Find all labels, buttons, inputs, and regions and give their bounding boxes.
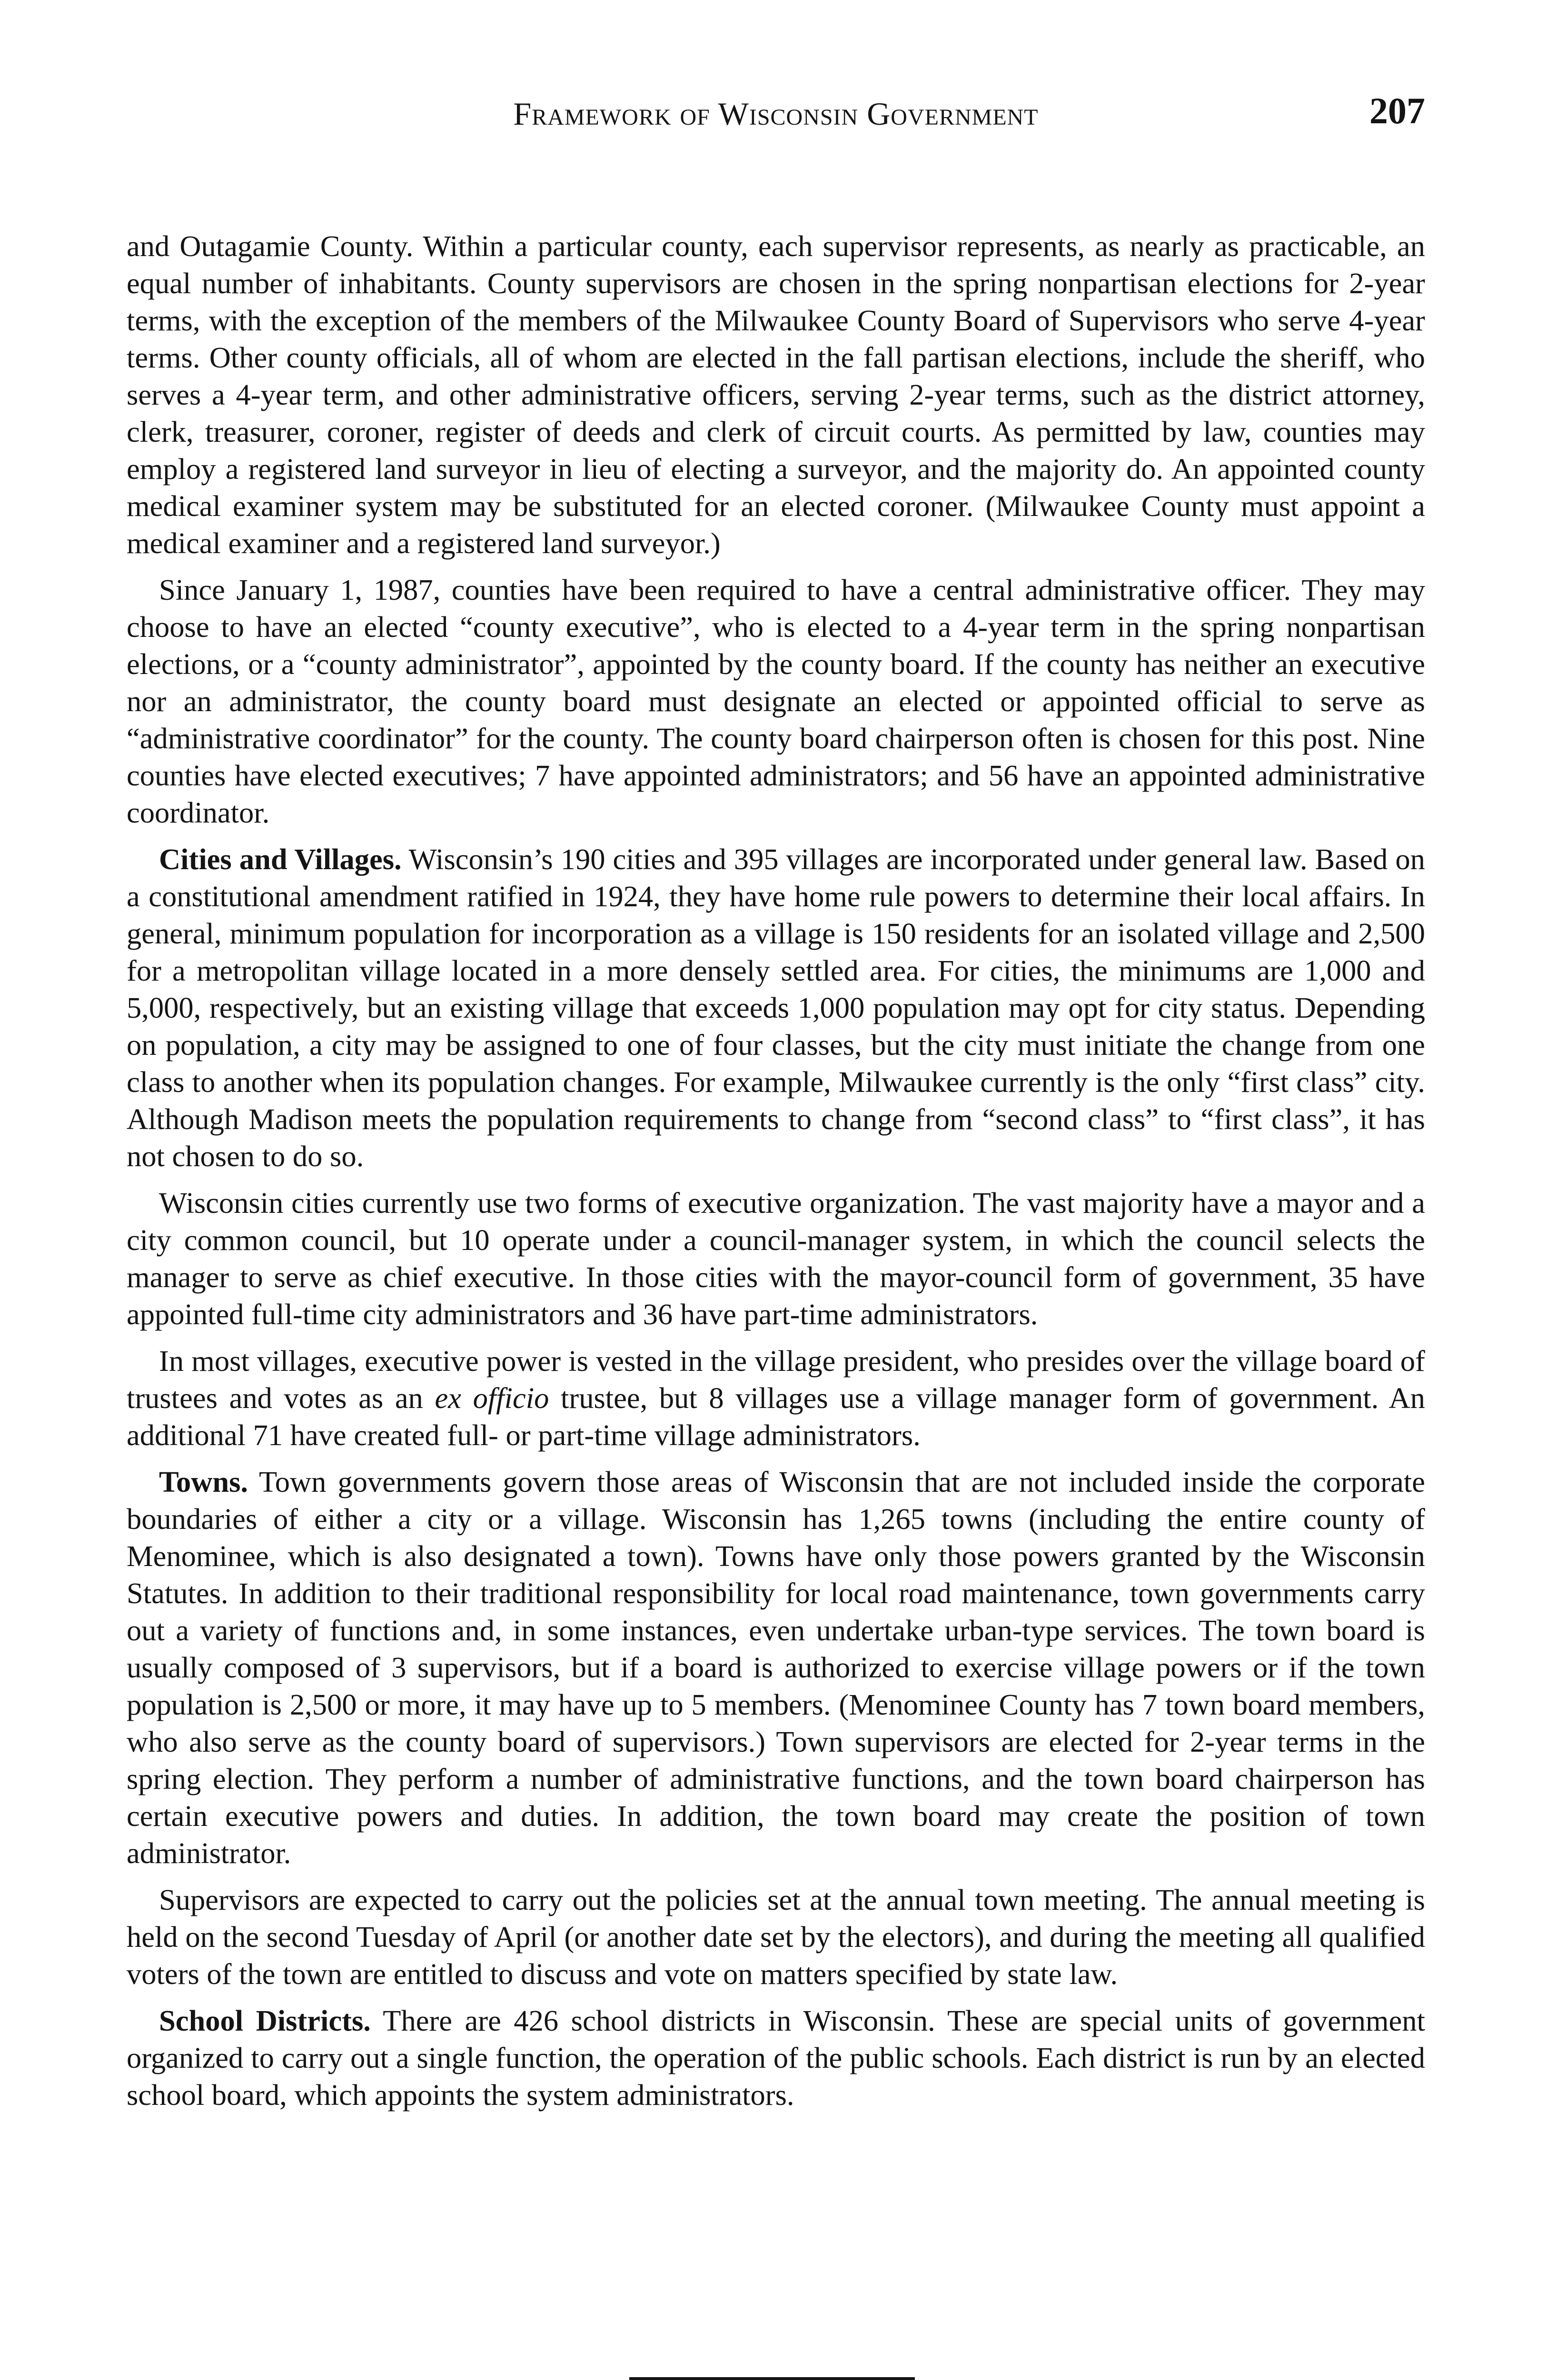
- italic-term: ex officio: [435, 1381, 549, 1415]
- paragraph-county-administrative-officer: [127, 571, 1425, 831]
- section-heading-school-districts: School Districts.: [159, 2004, 371, 2037]
- body-text: [127, 228, 1425, 2123]
- paragraph-text: Supervisors are expected to carry out the policies set at the annual town meeting. The annual meeting is held on the second Tuesday of April (or another date set by the electors), and during the meeting all qualified voters of the town are entitled to discuss and vote on matters specified by state law.: [127, 1883, 1425, 1991]
- paragraph-text: trustee, but 8 villages use a village manager form of government. An additional 71 have created full- or part-time village administrators.: [127, 1381, 1426, 1452]
- paragraph-cities-and-villages: [127, 841, 1425, 1175]
- paragraph-text: Since January 1, 1987, counties have been required to have a central administrative officer. They may choose to have an elected “county executive”, who is elected to a 4-year term in the spring nonpartisan elections, or a “county administrator”, appointed by the county board. If the county has neither an executive nor an administrator, the county board must designate an elected or appointed official to serve as “administrative coordinator” for the county. The county board chairperson often is chosen for this post. Nine counties have elected executives; 7 have appointed administrators; and 56 have an appointed administrative coordinator.: [127, 573, 1425, 829]
- paragraph-text: In most villages, executive power is vested in the village president, who presides over the village board of trustees and votes as an: [127, 1344, 1425, 1415]
- paragraph-village-executive-power: [127, 1342, 1425, 1454]
- paragraph-county-supervisors: [127, 228, 1425, 562]
- section-heading-towns: Towns.: [159, 1465, 248, 1498]
- section-end-rule: [629, 2377, 915, 2380]
- paragraph-town-meeting: [127, 1881, 1425, 1993]
- paragraph-towns: [127, 1463, 1425, 1872]
- section-heading-cities-and-villages: Cities and Villages.: [159, 843, 402, 876]
- paragraph-text: Wisconsin’s 190 cities and 395 villages are incorporated under general law. Based on a constitutional amendment ratified in 1924, they have home rule powers to determine their local affairs. In general, minimum population for incorporation as a village is 150 residents for an isolated village and 2,500 for a metropolitan village located in a more densely settled area. For cities, the minimums are 1,000 and 5,000, respectively, but an existing village that exceeds 1,000 population may opt for city status. Depending on population, a city may be assigned to one of four classes, but the city must initiate the change from one class to another when its population changes. For example, Milwaukee currently is the only “first class” city. Although Madison meets the population requirements to change from “second class” to “first class”, it has not chosen to do so.: [127, 843, 1425, 1173]
- paragraph-city-executive-organization: [127, 1184, 1425, 1333]
- running-header: [127, 89, 1425, 142]
- running-title: Framework of Wisconsin Government: [513, 96, 1039, 132]
- paragraph-text: There are 426 school districts in Wisconsin. These are special units of government organized to carry out a single function, the operation of the public schools. Each district is run by an elected school board, which appoints the system administrators.: [127, 2004, 1425, 2112]
- paragraph-text: and Outagamie County. Within a particular county, each supervisor represents, as nearly as practicable, an equal number of inhabitants. County supervisors are chosen in the spring nonpartisan elections for 2-year terms, with the exception of the members of the Milwaukee County Board of Supervisors who serve 4-year terms. Other county officials, all of whom are elected in the fall partisan elections, include the sheriff, who serves a 4-year term, and other administrative officers, serving 2-year terms, such as the district attorney, clerk, treasurer, coroner, register of deeds and clerk of circuit courts. As permitted by law, counties may employ a registered land surveyor in lieu of electing a surveyor, and the majority do. An appointed county medical examiner system may be substituted for an elected coroner. (Milwaukee County must appoint a medical examiner and a registered land surveyor.): [127, 229, 1425, 560]
- paragraph-school-districts: [127, 2002, 1425, 2113]
- paragraph-text: Wisconsin cities currently use two forms of executive organization. The vast majority have a mayor and a city common council, but 10 operate under a council-manager system, in which the council selects the manager to serve as chief executive. In those cities with the mayor-council form of government, 35 have appointed full-time city administrators and 36 have part-time administrators.: [127, 1186, 1425, 1331]
- page-number: 207: [1369, 90, 1425, 131]
- paragraph-text: Town governments govern those areas of Wisconsin that are not included inside the corporate boundaries of either a city or a village. Wisconsin has 1,265 towns (including the entire county of Menominee, which is also designated a town). Towns have only those powers granted by the Wisconsin Statutes. In addition to their traditional responsibility for local road maintenance, town governments carry out a variety of functions and, in some instances, even undertake urban-type services. The town board is usually composed of 3 supervisors, but if a board is authorized to exercise village powers or if the town population is 2,500 or more, it may have up to 5 members. (Menominee County has 7 town board members, who also serve as the county board of supervisors.) Town supervisors are elected for 2-year terms in the spring election. They perform a number of administrative functions, and the town board chairperson has certain executive powers and duties. In addition, the town board may create the position of town administrator.: [127, 1465, 1425, 1870]
